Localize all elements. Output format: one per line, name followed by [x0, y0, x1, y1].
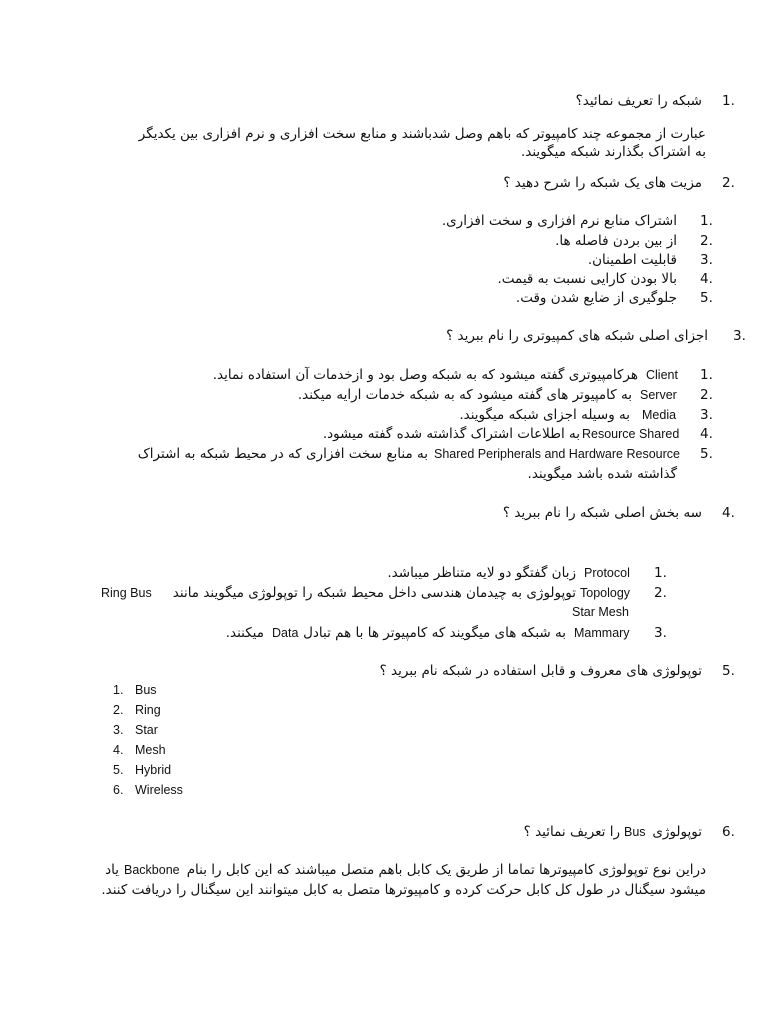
q2-item: اشتراک منابع نرم افزاری و سخت افزاری. [441, 213, 677, 229]
q4-item-tail: Ring Bus [101, 586, 152, 600]
q2-item-number: 2. [700, 233, 713, 249]
q2-title: مزیت های یک شبکه را شرح دهید ؟ [503, 175, 702, 191]
q3-item-number: 3. [700, 407, 713, 423]
q6-answer-term: Backbone [124, 863, 180, 877]
q6-answer-line1-end: یاد [105, 862, 119, 878]
q3-item-text: به کامپیوتر های گفته میشود که به شبکه خدمات ارایه میکند. [297, 387, 632, 403]
q4-item-number: 3. [654, 625, 667, 641]
q5-item-number: 5. [113, 763, 124, 777]
q5-item-number: 1. [113, 683, 124, 697]
q2-item: از بین بردن فاصله ها. [555, 233, 677, 249]
q2-item-number: 5. [700, 290, 713, 306]
q5-item: Mesh [135, 743, 166, 757]
q6-answer-line2: میشود سیگنال در طول کل کابل حرکت کرده و کامپیوترها متصل به کابل میتوانند این سیگنال را دریافت کنند. [101, 882, 706, 898]
q4-item-number: 2. [654, 585, 667, 601]
q5-item: Bus [135, 683, 157, 697]
q3-item-text: هرکامپیوتری گفته میشود که به شبکه وصل بود و ازخدمات آن استفاده نماید. [212, 367, 638, 383]
q3-item-number: 2. [700, 387, 713, 403]
q4-number: 4. [722, 505, 735, 521]
q3-item-text: به وسیله اجزای شبکه میگویند. [459, 407, 630, 423]
q3-item-term: Media [642, 408, 677, 422]
q4-title: سه بخش اصلی شبکه را نام ببرید ؟ [502, 505, 702, 521]
q2-item: جلوگیری از ضایع شدن وقت. [515, 290, 677, 306]
q5-number: 5. [722, 663, 735, 679]
q4-item-number: 1. [654, 565, 667, 581]
q2-item-number: 4. [700, 271, 713, 287]
q2-item-number: 1. [700, 213, 713, 229]
q1-title: شبکه را تعریف نمائید؟ [575, 93, 702, 109]
q3-item-term: Server [640, 388, 677, 402]
q5-title: توپولوژی های معروف و قابل استفاده در شبکه نام ببرید ؟ [379, 663, 702, 679]
q6-title-pre: توپولوژی [652, 824, 702, 840]
q3-item-term: Shared Peripherals and Hardware Resource [434, 447, 680, 461]
q4-item-mid: Data [272, 626, 299, 640]
q4-item-text: توپولوژی به چیدمان هندسی داخل محیط شبکه را توپولوژی میگویند مانند [172, 585, 576, 601]
q4-item-cont: Star Mesh [572, 605, 629, 619]
q5-item: Hybrid [135, 763, 172, 777]
q1-answer-line1: عبارت از مجموعه چند کامپیوتر که باهم وصل شدباشند و منابع سخت افزاری و نرم افزاری بین یکدیگر [138, 126, 706, 142]
q5-item-number: 6. [113, 783, 124, 797]
q4-item-text: زبان گفتگو دو لایه متناظر میباشد. [387, 565, 576, 581]
q4-item-term: Protocol [584, 566, 630, 580]
q2-item-number: 3. [700, 252, 713, 268]
q5-item-number: 2. [113, 703, 124, 717]
q2-item: قابلیت اطمینان. [587, 252, 677, 268]
q3-item-text-cont: گذاشته شده باشد میگویند. [527, 466, 677, 482]
q4-item-text: به شبکه های میگویند که کامپیوتر ها با هم تبادل [303, 625, 566, 641]
q1-answer-line2: به اشتراک بگذارند شبکه میگویند. [520, 144, 706, 160]
q2-number: 2. [722, 175, 735, 191]
q5-item: Wireless [135, 783, 183, 797]
q3-item-number: 4. [700, 426, 713, 442]
q2-item: بالا بودن کارایی نسبت به قیمت. [497, 271, 677, 287]
q5-item: Ring [135, 703, 161, 717]
q6-answer-line1: دراین نوع توپولوژی کامپیوترها تماما از طریق یک کابل باهم متصل میباشند که این کابل را بنام [186, 862, 706, 878]
q3-item-text: به منابع سخت افزاری که در محیط شبکه به اشتراک [137, 446, 428, 462]
q3-item-term: Resource Shared [582, 427, 680, 441]
q4-item-end: میکنند. [225, 625, 264, 641]
q3-item-text: به اطلاعات اشتراک گذاشته شده گفته میشود. [322, 426, 580, 442]
q5-item-number: 3. [113, 723, 124, 737]
q1-number: 1. [722, 93, 735, 109]
q5-item-number: 4. [113, 743, 124, 757]
q5-item: Star [135, 723, 158, 737]
q6-title-post: را تعریف نمائید ؟ [523, 824, 620, 840]
q3-number: 3. [733, 328, 746, 344]
q4-item-term: Topology [580, 586, 631, 600]
q4-item-term: Mammary [574, 626, 630, 640]
q3-item-term: Client [646, 368, 678, 382]
q3-title: اجزای اصلی شبکه های کمپیوتری را نام ببرید ؟ [446, 328, 708, 344]
q3-item-number: 1. [700, 367, 713, 383]
q6-number: 6. [722, 824, 735, 840]
q6-title-term: Bus [624, 825, 646, 839]
q3-item-number: 5. [700, 446, 713, 462]
